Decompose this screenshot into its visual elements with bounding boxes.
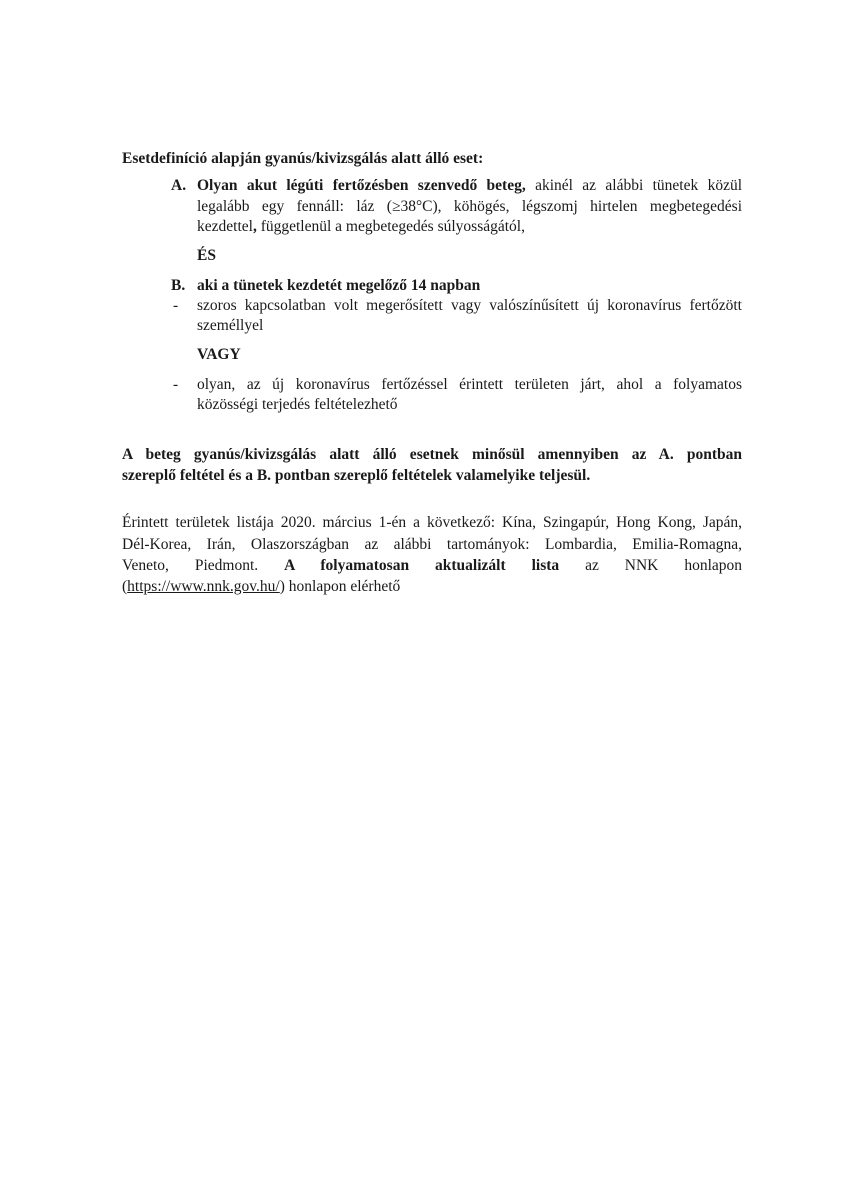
connector-vagy: VAGY xyxy=(197,346,241,363)
section-b-item-2-line-2: közösségi terjedés feltételezhető xyxy=(197,396,398,413)
affected-line-2: Dél-Korea, Irán, Olaszországban az alábbi tartományok: Lombardia, Emilia-Romagna, xyxy=(122,536,742,553)
section-a-line-1-rest: akinél az alábbi tünetek közül xyxy=(525,177,743,194)
section-b-item-2-line-1: olyan, az új koronavírus fertőzéssel érintett területen járt, ahol a folyamatos xyxy=(197,376,742,393)
affected-line-1: Érintett területek listája 2020. március 1-én a következő: Kína, Szingapúr, Hong Kong, Japán, xyxy=(122,514,742,531)
case-definition-heading: Esetdefiníció alapján gyanús/kivizsgálás alatt álló eset: xyxy=(122,150,484,167)
affected-line-4 xyxy=(122,577,400,597)
section-b-item-1-line-2: személlyel xyxy=(197,317,264,334)
section-a-line-3-b: függetlenül a megbetegedés súlyosságától, xyxy=(256,218,525,235)
section-b-item-1-line-1: szoros kapcsolatban volt megerősített vagy valószínűsített új koronavírus fertőzött xyxy=(197,297,742,314)
section-a-line-3-comma: , xyxy=(252,218,257,235)
summary-line-1: A beteg gyanús/kivizsgálás alatt álló esetnek minősül amennyiben az A. pontban xyxy=(122,446,742,463)
connector-es: ÉS xyxy=(197,247,216,264)
affected-line-3-plain: Veneto, Piedmont. xyxy=(122,557,259,574)
section-b-item-1-bullet: - xyxy=(173,297,179,314)
section-a-line-3 xyxy=(197,217,525,237)
section-b-heading: aki a tünetek kezdetét megelőző 14 napban xyxy=(197,277,481,294)
section-a-line-1 xyxy=(197,176,742,196)
section-a-bold-lead: Olyan akut légúti fertőzésben szenvedő beteg, xyxy=(197,177,526,194)
section-a-line-2: legalább egy fennáll: láz (≥38°C), köhögés, légszomj hirtelen megbetegedési xyxy=(197,198,742,215)
summary-line-2: szereplő feltétel és a B. pontban szereplő feltételek valamelyike teljesül. xyxy=(122,467,591,484)
section-a-label: A. xyxy=(171,177,187,194)
section-a-line-3-a: kezdettel xyxy=(197,218,253,235)
affected-line-4-tail: honlapon elérhető xyxy=(284,578,401,595)
section-b-item-2-bullet: - xyxy=(173,376,179,393)
url-close-paren: ) xyxy=(279,578,285,595)
affected-line-3 xyxy=(122,556,742,576)
url-open-paren: ( xyxy=(122,578,128,595)
affected-line-3-bold: A folyamatosan aktualizált lista xyxy=(284,557,560,574)
nnk-website-link[interactable]: https://www.nnk.gov.hu/ xyxy=(127,578,280,595)
affected-line-3-tail: az NNK honlapon xyxy=(585,557,743,574)
section-b-label: B. xyxy=(171,277,186,294)
